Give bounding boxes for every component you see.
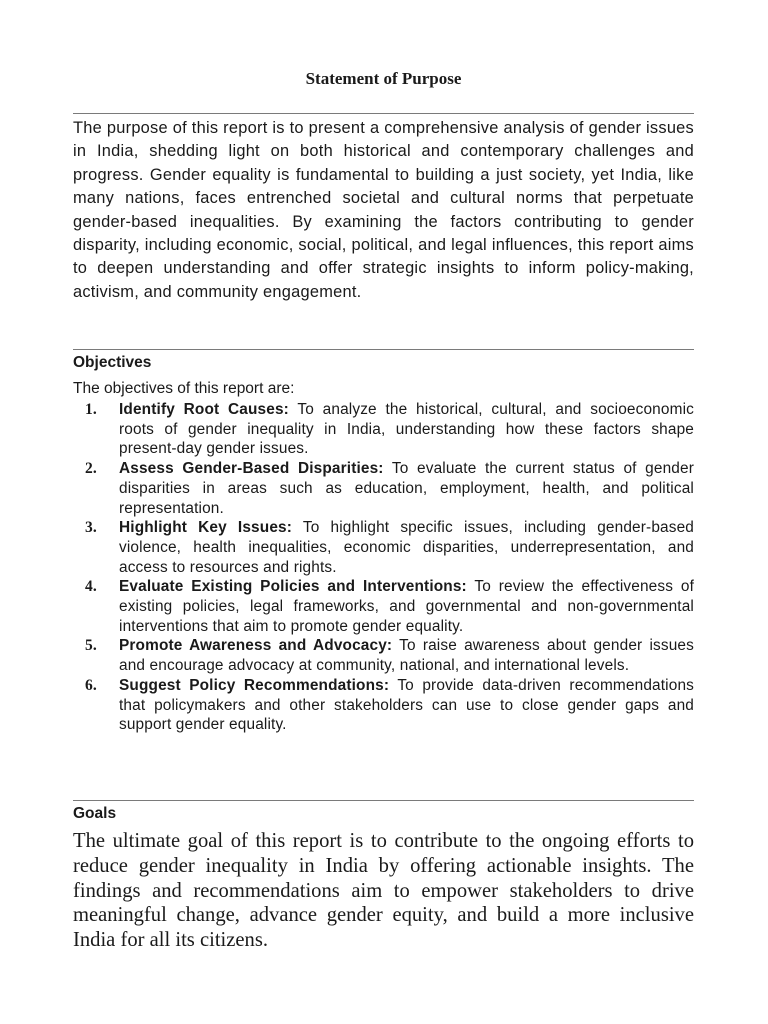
item-text: To evaluate the current status of gender disparities in areas such as education, employment, health, and political representation. bbox=[119, 460, 694, 517]
item-number: 2. bbox=[85, 460, 97, 478]
item-number: 4. bbox=[85, 578, 97, 596]
item-text: To raise awareness about gender issues and encourage advocacy at community, national, and international levels. bbox=[119, 637, 694, 675]
purpose-paragraph: The purpose of this report is to present a comprehensive analysis of gender issues in India, shedding light on both historical and contemporary challenges and progress. Gender equality is fundamental to building a just society, yet India, like many nations, faces entrenched societal and cultural norms that perpetuate gender-based inequalities. By examining the factors contributing to gender disparity, including economic, social, political, and legal influences, this report aims to deepen understanding and offer strategic insights to inform policy-making, activism, and community engagement. bbox=[73, 119, 694, 301]
item-title: Identify Root Causes: bbox=[119, 401, 289, 418]
objectives-list bbox=[73, 400, 694, 735]
objectives-intro: The objectives of this report are: bbox=[73, 380, 295, 397]
item-number: 1. bbox=[85, 401, 97, 418]
item-text: To highlight specific issues, including gender-based violence, health inequalities, economic disparities, underrepresentation, and access to resources and rights. bbox=[119, 519, 694, 576]
item-text: To review the effectiveness of existing policies, legal frameworks, and governmental and non-governmental interventions that aim to promote gender equality. bbox=[119, 578, 694, 635]
list-item bbox=[73, 636, 694, 675]
list-item bbox=[73, 459, 694, 518]
item-title: Assess Gender-Based Disparities: bbox=[119, 460, 384, 478]
item-text: To provide data-driven recommendations that policymakers and other stakeholders can use to close gender gaps and support gender equality. bbox=[119, 676, 694, 734]
list-item bbox=[73, 577, 694, 636]
item-text: To analyze the historical, cultural, and socioeconomic roots of gender inequality in India, understanding how these factors shape present-day gender issues. bbox=[119, 401, 694, 458]
item-number: 6. bbox=[85, 676, 97, 694]
item-title: Evaluate Existing Policies and Interventions: bbox=[119, 578, 467, 596]
goals-paragraph: The ultimate goal of this report is to contribute to the ongoing efforts to reduce gender inequality in India by offering actionable insights. The findings and recommendations aim to empower stakeholders to drive meaningful change, advance gender equity, and build a more inclusive India for all its citizens. bbox=[73, 830, 694, 952]
goals-heading: Goals bbox=[73, 805, 117, 822]
item-title: Promote Awareness and Advocacy: bbox=[119, 637, 393, 655]
item-title: Highlight Key Issues: bbox=[119, 519, 293, 537]
item-number: 5. bbox=[85, 637, 97, 655]
divider bbox=[73, 800, 694, 801]
list-item bbox=[73, 676, 694, 735]
objectives-heading: Objectives bbox=[73, 354, 152, 371]
divider bbox=[73, 113, 694, 114]
item-number: 3. bbox=[85, 519, 97, 537]
divider bbox=[73, 349, 694, 350]
list-item bbox=[73, 518, 694, 577]
list-item bbox=[73, 400, 694, 459]
item-title: Suggest Policy Recommendations: bbox=[119, 676, 390, 694]
page-title: Statement of Purpose bbox=[305, 69, 462, 88]
